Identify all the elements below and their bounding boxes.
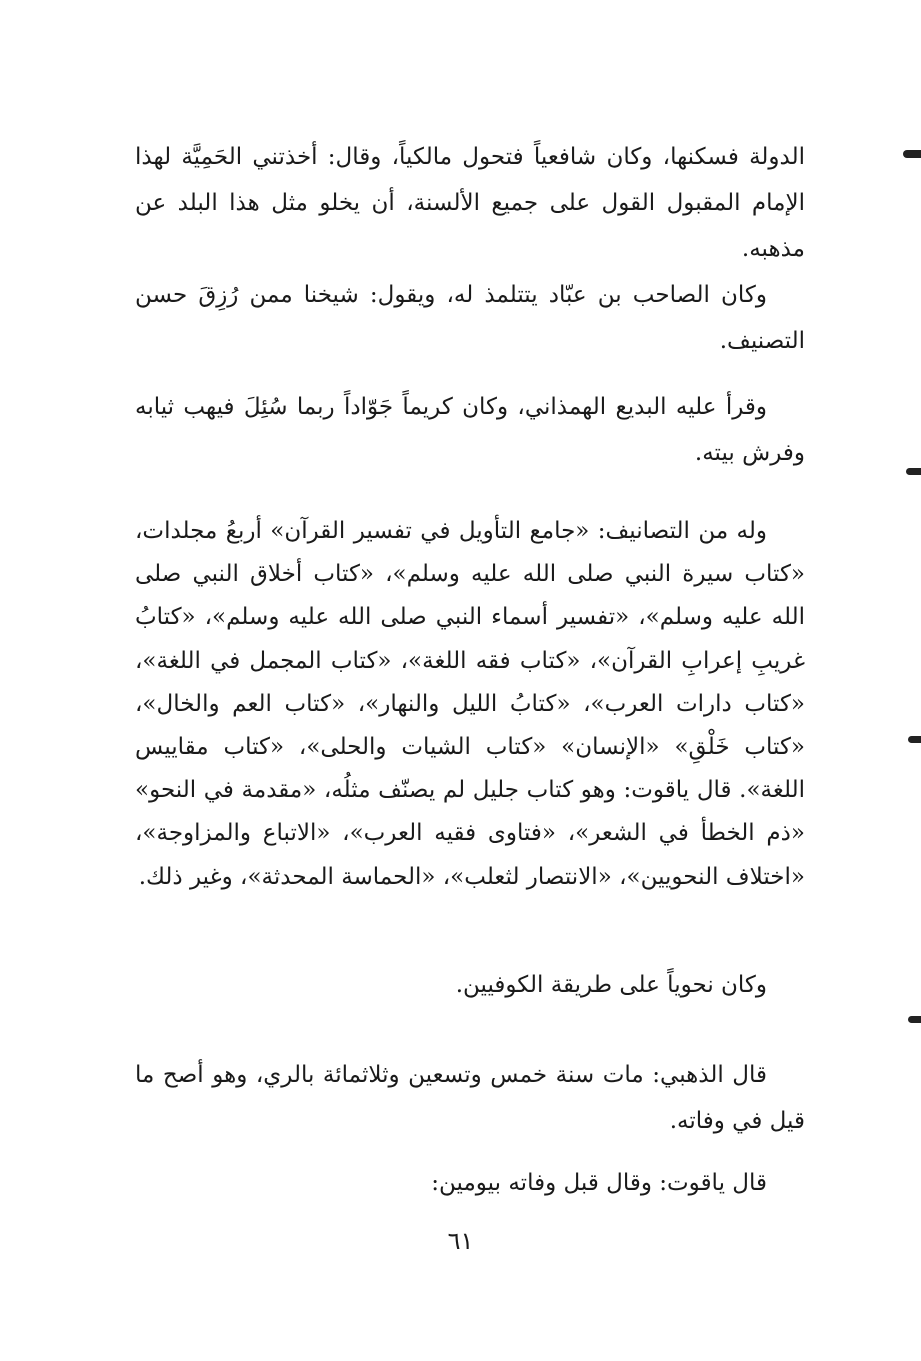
paragraph-badi-hamadhani: وقرأ عليه البديع الهمذاني، وكان كريماً جَوّاداً ربما سُئِلَ فيهب ثيابه وفرش بيته. [135, 394, 805, 466]
margin-scan-mark [908, 736, 921, 743]
margin-scan-mark [903, 150, 921, 158]
paragraph-dhahabi-death: قال الذهبي: مات سنة خمس وتسعين وثلاثمائة بالري، وهو أصح ما قيل في وفاته. [135, 1062, 805, 1134]
paragraph-continuation: الدولة فسكنها، وكان شافعياً فتحول مالكياً، وقال: أخذتني الحَمِيَّة لهذا الإمام المقبول القول على جميع الألسنة، أن يخلو مثل هذا البلد عن مذهبه. [135, 144, 805, 262]
margin-scan-mark [906, 468, 921, 475]
paragraph-yaqut-quote: قال ياقوت: وقال قبل وفاته بيومين: [431, 1170, 767, 1196]
paragraph-kufan-grammarian: وكان نحوياً على طريقة الكوفيين. [455, 972, 767, 998]
paragraph-works-list: وله من التصانيف: «جامع التأويل في تفسير القرآن» أربعُ مجلدات، «كتاب سيرة النبي صلى الله عليه وسلم»، «كتاب أخلاق النبي صلى الله عليه وسلم»، «تفسير أسماء النبي صلى الله عليه وسلم»، «كتابُ غريبِ إعرابِ القرآن»، «كتاب فقه اللغة»، «كتاب المجمل في اللغة»، «كتاب دارات العرب»، «كتابُ الليل والنهار»، «كتاب العم والخال»، «كتاب خَلْقِ» «الإنسان» «كتاب الشيات والحلى»، «كتاب مقاييس اللغة». قال ياقوت: وهو كتاب جليل لم يصنّف مثلُه، «مقدمة في النحو» «ذم الخطأ في الشعر»، «فتاوى فقيه العرب»، «الاتباع والمزاوجة»، «اختلاف النحويين»، «الانتصار لثعلب»، «الحماسة المحدثة»، وغير ذلك. [135, 518, 806, 890]
paragraph-sahib-ibn-abbad: وكان الصاحب بن عبّاد يتتلمذ له، ويقول: شيخنا ممن رُزِقَ حسن التصنيف. [135, 282, 805, 354]
margin-scan-mark [908, 1016, 921, 1023]
page-number: ٦١ [447, 1227, 474, 1255]
